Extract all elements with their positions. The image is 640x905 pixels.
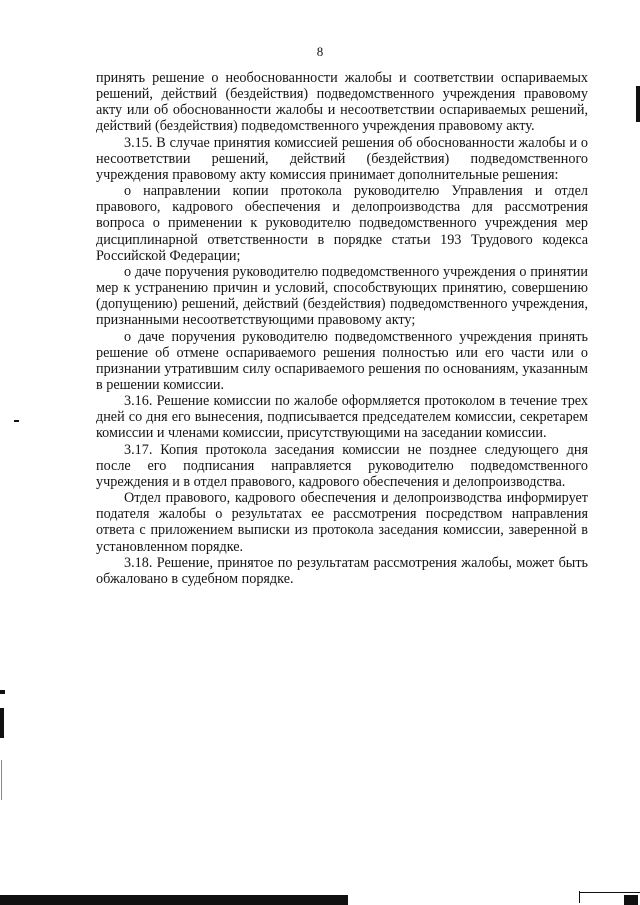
scan-artifact: [0, 708, 4, 738]
paragraph-3-15: 3.15. В случае принятия комиссией решения об обоснованности жалобы и о несоответствии решений, действий (бездействия) подведомственного учреждения правовому акту комиссия принимает дополнительные решения:: [96, 134, 588, 183]
paragraph-copy-to-department: о направлении копии протокола руководителю Управления и отдел правового, кадрового обеспечения и делопроизводства для рассмотрения вопроса о применении к руководителю подведомственного учреждения мер дисциплинарной ответственности в порядке статьи 193 Трудового кодекса Российской Федерации;: [96, 183, 588, 264]
scan-artifact: [624, 895, 638, 905]
page-number: 8: [316, 44, 324, 59]
scan-artifact: [1, 760, 2, 800]
scan-artifact: [14, 420, 19, 422]
scan-artifact: [0, 895, 348, 905]
paragraph-cancel-decision: о даче поручения руководителю подведомственного учреждения принять решение об отмене оспариваемого решения полностью или его части или о признании утратившим силу оспариваемого решения по основаниям, указанным в решении комиссии.: [96, 328, 588, 393]
paragraph-department-informs: Отдел правового, кадрового обеспечения и делопроизводства информирует подателя жалобы о результатах ее рассмотрения посредством направления ответа с приложением выписки из протокола заседания комиссии, заверенной в установленном порядке.: [96, 490, 588, 555]
scan-artifact: [636, 86, 640, 122]
paragraph-3-17: 3.17. Копия протокола заседания комиссии не позднее следующего дня после его подписания направляется руководителю подведомственного учреждения и в отдел правового, кадрового обеспечения и делопроизводства.: [96, 441, 588, 490]
paragraph-3-16: 3.16. Решение комиссии по жалобе оформляется протоколом в течение трех дней со дня его вынесения, подписывается председателем комиссии, секретарем комиссии и членами комиссии, присутствующими на заседании комиссии.: [96, 393, 588, 442]
paragraph-decision-continuation: принять решение о необоснованности жалобы и соответствии оспариваемых решений, действий (бездействия) подведомственного учреждения правовому акту или об обоснованности жалобы и несоответствии оспариваемых решений, действий (бездействия) подведомственного учреждения правовому акту.: [96, 70, 588, 135]
scan-artifact: [579, 891, 580, 903]
document-body: [96, 70, 588, 587]
paragraph-eliminate-causes: о даче поручения руководителю подведомственного учреждения о принятии мер к устранению причин и условий, способствующих принятию, совершению (допущению) решений, действий (бездействия) подведомственного учреждения, признанными несоответствующими правовому акту;: [96, 263, 588, 329]
paragraph-3-18: 3.18. Решение, принятое по результатам рассмотрения жалобы, может быть обжаловано в судебном порядке.: [96, 554, 588, 587]
scan-artifact: [580, 892, 640, 893]
scan-artifact: [0, 690, 5, 694]
